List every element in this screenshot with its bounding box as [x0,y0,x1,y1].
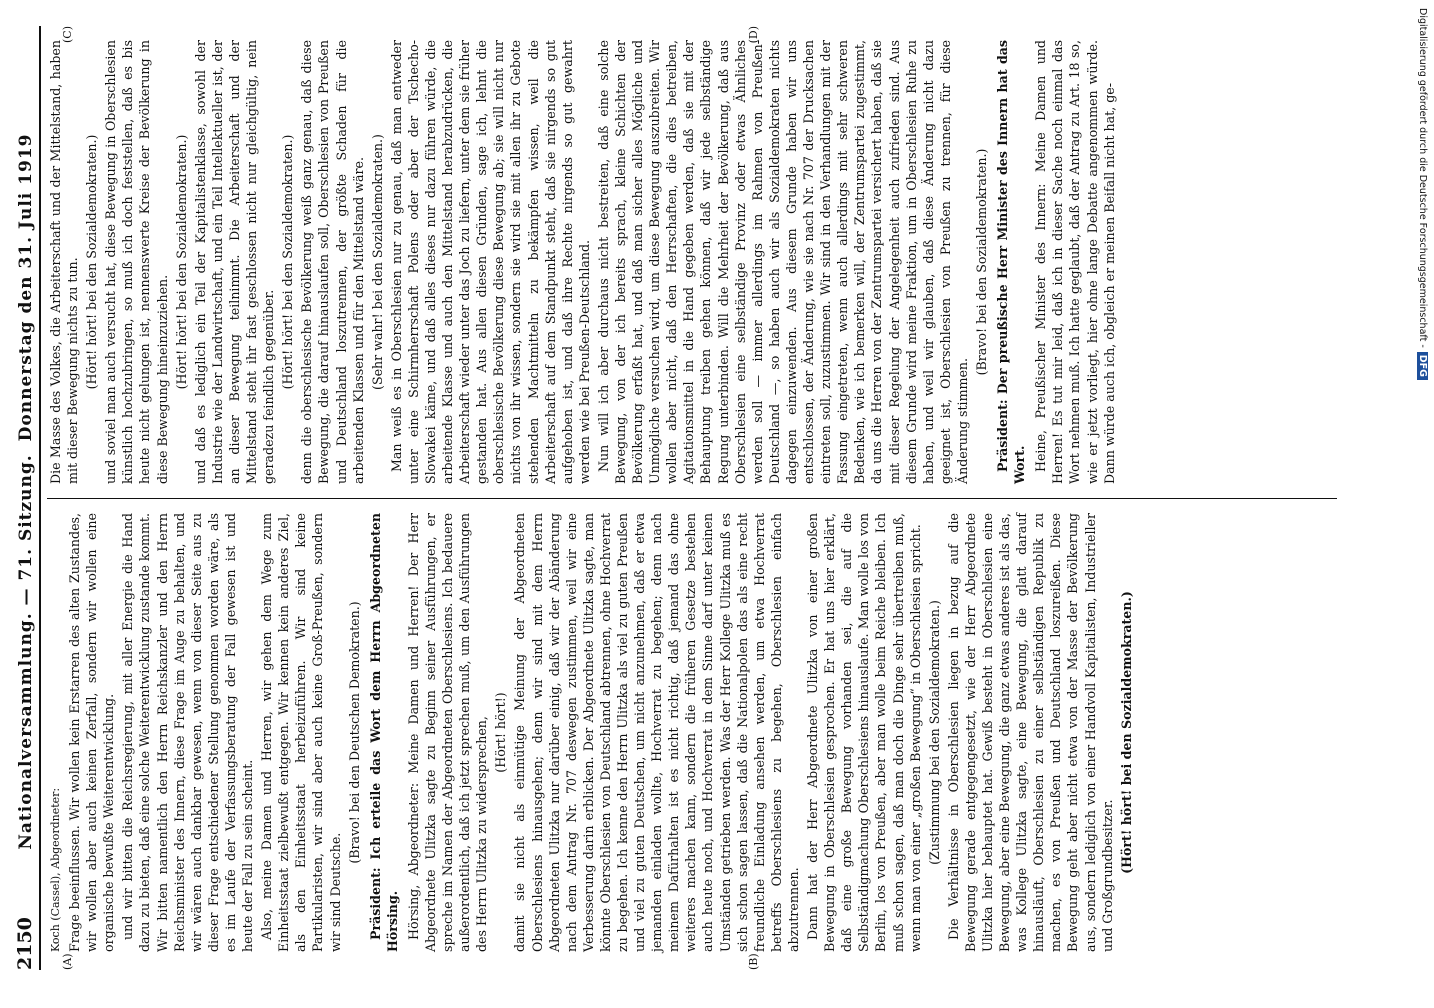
interjection: (Bravo! bei den Deutschen Demokraten.) [346,601,362,864]
paragraph: damit sie nicht als einmütige Meinung der Abgeordneten Oberschlesiens hinausgehen; denn wir sind mit dem Herrn Abgeordneten Ulitzka nur darüber einig, daß wir der Abänderung nach dem Antrag Nr. 707 deswegen zustimmen, weil wir eine Verbesserung darin erblicken. Der Abgeordnete Ulitzka sagte, man könnte Oberschlesien von Deutschland abtrennen, ohne Hochverrat zu begehen. Ich kenne den Herrn Ulitzka als viel zu guten Preußen und viel zu guten Deutschen, um nicht anzunehmen, daß er etwa jemanden einladen wollte, Hochverrat zu begehen; denn nach meinem Dafürhalten ist es nicht richtig, daß jemand das ohne weiteres machen kann, sondern die früheren Gesetze bestehen auch heute noch, und Hochverrat in dem Sinne darf unter keinen Umständen getrieben werden. Was der Herr Kollege Ulitzka muß es sich schon sagen lassen, daß die Nationalpolen das als eine recht freundliche Einladung ansehen werden, um etwa Hochverrat betreffs Oberschlesiens zu begehen, Oberschlesien einfach abzutrennen. [512,513,801,952]
interjection: (Hört! hört! bei den Sozialdemokraten.) [173,134,189,390]
interjection: (Hört! hört! bei den Sozialdemokraten.) [280,134,296,390]
assembly-title: Nationalversammlung. [16,612,36,850]
paragraph: Also, meine Damen und Herren, wir gehen dem Wege zum Einheitsstaat zielbewußt entgegen. Wir kennen kein anderes Ziel, als den Einheitsstaat herbeizuführen. Wir sind keine Partikularisten, wir sind aber auch keine Groß-Preußen, sondern wir sind Deutsche. [259,513,343,952]
interjection: (Sehr wahr! bei den Sozialdemokraten.) [369,134,385,390]
paragraph: Frage beeinflussen. Wir wollen kein Erstarren des alten Zustandes, wir wollen aber auch keinen Zerfall, sondern wir wollen eine organische bewußte Weiterentwicklung. [67,513,117,952]
paragraph: Nun will ich aber durchaus nicht bestreiten, daß eine solche Bewegung, von der ich bereits sprach, kleine Schichten der Bevölkerung erfaßt hat, und daß man sicher alles Mögliche und Unmögliche versuchen wird, um diese Bewegung auszubreiten. Wir wollen aber nicht, daß den Herrschaften, die dies betreiben, Agitationsmittel in die Hand gegeben werden, daß sie mit der Behauptung treiben gehen können, daß wir jede selbständige Regung unterbinden. Will die Mehrheit der Bevölkerung, daß aus Oberschlesien eine selbständige Provinz oder etwas Ähnliches werden soll — immer allerdings im Rahmen von Preußen-Deutschland —, so haben auch wir als Sozialdemokraten nichts dagegen einzuwenden. Aus diesem Grunde haben wir uns entschlossen, der Änderung, wie sie nach Nr. 707 der Drucksachen eintreten soll, zuzustimmen. Wir sind in den Verhandlungen mit der Fassung eingetreten, wenn auch allerdings mit sehr schweren Bedenken, wie ich bemerken will, der Zentrumspartei zugestimmt, da uns die Herren von der Zentrumspartei versichert haben, daß sie mit dieser Regelung der Angelegenheit auch zufrieden sind. Aus diesem Grunde wird meine Fraktion, um in Oberschlesien Ruhe zu haben, und weil wir glauben, daß diese Änderung nicht dazu geeignet ist, Oberschlesien von Preußen zu trennen, für diese Änderung stimmen. [595,40,970,484]
margin-marker-a: (A) [61,953,74,970]
paragraph: Dann hat der Herr Abgeordnete Ulitzka von einer großen Bewegung in Oberschlesien gesprochen. Er hat uns hier erklärt, daß eine große Bewegung vorhanden sei, die auf die Selbständigmachung Oberschlesiens hinauslaufe. Man wolle los von Berlin, los von Preußen, aber man wolle beim Reiche bleiben. Ich muß schon sagen, daß man doch die Dinge sehr übertreiben muß, wenn man von einer „großen Bewegung“ in Oberschlesien spricht. [805,513,923,952]
session-label: — 71. Sitzung. [16,454,36,606]
interjection: (Bravo! bei den Sozialdemokraten.) [973,148,989,376]
interjection: (Hört! hört!) [493,692,509,773]
speech-start: Heine, Preußischer Minister des Innern: Meine Damen und Herren! Es tut mir leid, daß ich in dieser Sache noch einmal das Wort nehmen muß. Ich hatte geglaubt, daß der Antrag zu Art. 18 so, wie er jetzt vorliegt, hier ohne lange Debatte angenommen würde. Dann würde auch ich, obgleich er meinen Beifall nicht hat, ge- [1033,40,1117,484]
interjection: (Zustimmung bei den Sozialdemokraten.) [926,600,942,865]
session-date: Donnerstag den 31. Juli 1919 [16,133,36,442]
interjection: (Hört! hört! bei den Sozialdemokraten.) [1118,591,1134,874]
dfg-logo: DFG [1417,352,1428,380]
paragraph: und soviel man auch versucht hat, diese Bewegung in Oberschlesien künstlich hochzubringen, so muß ich doch feststellen, daß es bis heute nicht gelungen ist, nennenswerte Kreise der Bevölkerung in diese Bewegung hineinzuziehen. [103,40,170,484]
left-column [47,498,1337,970]
running-title [16,134,36,850]
interjection: (Hört! hört! bei den Sozialdemokraten.) [84,134,100,390]
paragraph: und wir bitten die Reichsregierung, mit aller Energie die Hand dazu zu bieten, daß eine solche Weiterentwicklung zustande kommt. Wir bitten namentlich den Herrn Reichskanzler und den Herrn Reichsminister des Innern, diese Frage im Auge zu behalten, und wir wären auch dankbar gewesen, wenn von dieser Seite aus zu dieser Frage entschiedener Stellung genommen worden wäre, als es im Laufe der Verfassungsberatung der Fall gewesen ist und heute der Fall zu sein scheint. [120,513,256,952]
paragraph: Die Masse des Volkes, die Arbeiterschaft und der Mittelstand, haben mit dieser Bewegung nichts zu tun. [48,40,81,484]
paragraph: Die Verhältnisse in Oberschlesien liegen in bezug auf die Bewegung gerade entgegengesetzt, wie der Herr Abgeordnete Ulitzka hier behauptet hat. Gewiß besteht in Oberschlesien eine Bewegung, aber eine Bewegung, die ganz etwas anderes ist als das, was Kollege Ulitzka sagte, eine Bewegung, die glatt darauf hinausläuft, Oberschlesien zu einer selbständigen Republik zu machen, es von Preußen und Deutschland loszureißen. Diese Bewegung geht aber nicht etwa von der Masse der Bevölkerung aus, sondern lediglich von einer Handvoll Kapitalisten, Industrieller und Großgrundbesitzer. [945,513,1115,952]
credit-text: Digitalisierung gefördert durch die Deutsche Forschungsgemeinschaft - [1417,8,1428,348]
paragraph: Man weiß es in Oberschlesien nur zu genau, daß man entweder unter eine Schirmherrschaft Polens oder aber der Tschecho-Slowakei käme, und daß alles dieses nur dazu führen würde, die arbeitende Klasse und auch den Mittelstand herabzudrücken, die Arbeiterschaft wieder unter das Joch zu liefern, unter dem sie früher gestanden hat. Aus allen diesen Gründen, sage ich, lehnt die oberschlesische Bevölkerung diese Bewegung ab; sie will nicht nur nichts von ihr wissen, sondern sie wird sie mit allen ihr zu Gebote stehenden Machtmitteln zu bekämpfen wissen, weil die Arbeiterschaft auf dem Standpunkt steht, daß sie nirgends so gut aufgehoben ist, und daß ihre Rechte nirgends so gut gewahrt werden wie bei Preußen-Deutschland. [388,40,592,484]
president-statement: Präsident: Der preußische Herr Minister des Innern hat das Wort. [995,40,1028,484]
digitization-credit [1414,0,1428,1000]
text-columns [47,26,1337,970]
president-statement: Präsident: Ich erteile das Wort dem Herrn Abgeordneten Hörsing. [367,513,400,952]
speaker-continuation: Koch (Cassel), Abgeordneter: [49,787,62,952]
right-column [47,26,1337,498]
margin-marker-d: (D) [747,26,760,44]
speech-start: Hörsing, Abgeordneter: Meine Damen und Herren! Der Herr Abgeordnete Ulitzka sagte zu Beginn seiner Ausführungen, er spreche im Namen der Abgeordneten Oberschlesiens. Ich bedauere außerordentlich, daß ich jetzt sprechen muß, um den Ausführungen des Herrn Ulitzka zu widersprechen, [405,513,490,952]
margin-marker-b: (B) [747,953,760,970]
paragraph: und daß es lediglich ein Teil der Kapitalistenklasse, sowohl der Industrie wie der Landwirtschaft, und ein Teil Intellektueller ist, der an dieser Bewegung teilnimmt. Die Arbeiterschaft und der Mittelstand steht ihr fast geschlossen nicht nur gleichgültig, nein geradezu feindlich gegenüber. [192,40,277,484]
margin-marker-c: (C) [61,26,74,43]
page-number: 2150 [14,917,36,970]
page-header [14,26,41,970]
paragraph: denn die oberschlesische Bevölkerung weiß ganz genau, daß diese Bewegung, die darauf hinauslaufen soll, Oberschlesien von Preußen und Deutschland loszutrennen, der größte Schaden für die arbeitenden Klassen und für den Mittelstand wäre. [299,40,366,484]
